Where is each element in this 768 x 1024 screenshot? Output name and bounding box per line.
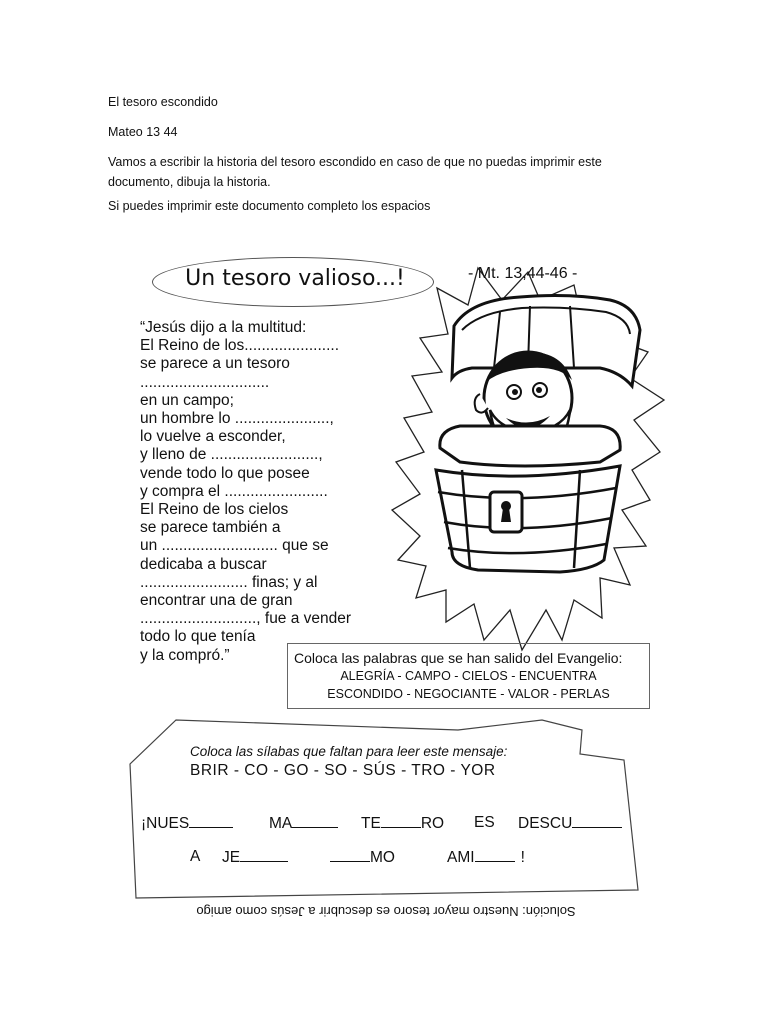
poem-line: dedicaba a buscar [140, 555, 267, 573]
word-bank-title: Coloca las palabras que se han salido del Evangelio: [294, 650, 623, 666]
fill-blank[interactable] [572, 814, 622, 828]
poem-line: y compra el ........................ [140, 482, 328, 500]
word-bank-line: ESCONDIDO - NEGOCIANTE - VALOR - PERLAS [327, 687, 610, 701]
worksheet-heading: Un tesoro valioso...! [185, 266, 405, 291]
worksheet-reference: - Mt. 13,44-46 - [468, 265, 578, 282]
message-fragment: ES [474, 814, 495, 831]
upside-down-solution: Solución: Nuestro mayor tesoro es descubrir a Jesús como amigo [196, 904, 576, 919]
poem-line: .............................. [140, 373, 270, 391]
treasure-chest-icon [436, 296, 640, 572]
poem-line: un hombre lo ......................, [140, 410, 334, 428]
message-fragment: ¡NUES [141, 815, 190, 832]
message-row-2-part [222, 848, 288, 867]
message-row-1-part [269, 814, 338, 833]
poem-line: y la compró.” [140, 646, 230, 664]
fill-blank[interactable] [189, 814, 233, 828]
print-instructions-paragraph: Si puedes imprimir este documento completo los espacios [108, 199, 431, 213]
message-fragment: MO [370, 849, 395, 866]
fill-blank[interactable] [240, 848, 288, 862]
message-fragment: AMI [447, 849, 475, 866]
poem-line: El Reino de los...................... [140, 337, 339, 355]
poem-line: encontrar una de gran [140, 592, 293, 610]
poem-line: ......................... finas; y al [140, 573, 318, 591]
fill-blank[interactable] [330, 848, 370, 862]
poem-line: se parece también a [140, 519, 281, 537]
poem-line: lo vuelve a esconder, [140, 428, 286, 446]
poem-line: todo lo que tenía [140, 628, 256, 646]
poem-line: en un campo; [140, 391, 234, 409]
message-row-2-part [447, 848, 525, 867]
message-instruction: Coloca las sílabas que faltan para leer este mensaje: [190, 744, 508, 759]
poem-line: El Reino de los cielos [140, 501, 289, 519]
bible-reference: Mateo 13 44 [108, 125, 178, 139]
poem-line: se parece a un tesoro [140, 355, 290, 373]
message-row-1-part [361, 814, 444, 833]
document-title: El tesoro escondido [108, 95, 218, 109]
gospel-text [140, 319, 351, 665]
message-row-2 [190, 848, 200, 866]
message-fragment: DESCU [518, 815, 573, 832]
message-fragment: ! [520, 849, 525, 866]
poem-line: ..........................., fue a vender [140, 610, 352, 628]
message-fragment: JE [222, 849, 241, 866]
message-fragment: A [190, 848, 201, 865]
word-bank-line: ALEGRÍA - CAMPO - CIELOS - ENCUENTRA [340, 669, 597, 683]
word-bank-box [287, 643, 650, 709]
message-fragment: RO [420, 815, 445, 832]
message-row-2-part [330, 848, 395, 867]
poem-line: un ........................... que se [140, 537, 329, 555]
message-row-1-part [518, 814, 622, 833]
fill-blank[interactable] [475, 848, 515, 862]
poem-line: “Jesús dijo a la multitud: [140, 319, 307, 336]
poem-line: y lleno de ........................., [140, 446, 323, 464]
poem-line: vende todo lo que posee [140, 464, 310, 482]
instructions-paragraph: Vamos a escribir la historia del tesoro escondido en caso de que no puedas imprimir este documento, dibuja la historia. [108, 155, 602, 189]
message-fragment: MA [269, 815, 293, 832]
message-row-1-part [474, 814, 495, 832]
syllable-list: BRIR - CO - GO - SO - SÚS - TRO - YOR [190, 762, 496, 779]
fill-blank[interactable] [292, 814, 338, 828]
fill-blank[interactable] [381, 814, 421, 828]
message-row-1 [141, 814, 233, 833]
message-fragment: TE [361, 815, 381, 832]
